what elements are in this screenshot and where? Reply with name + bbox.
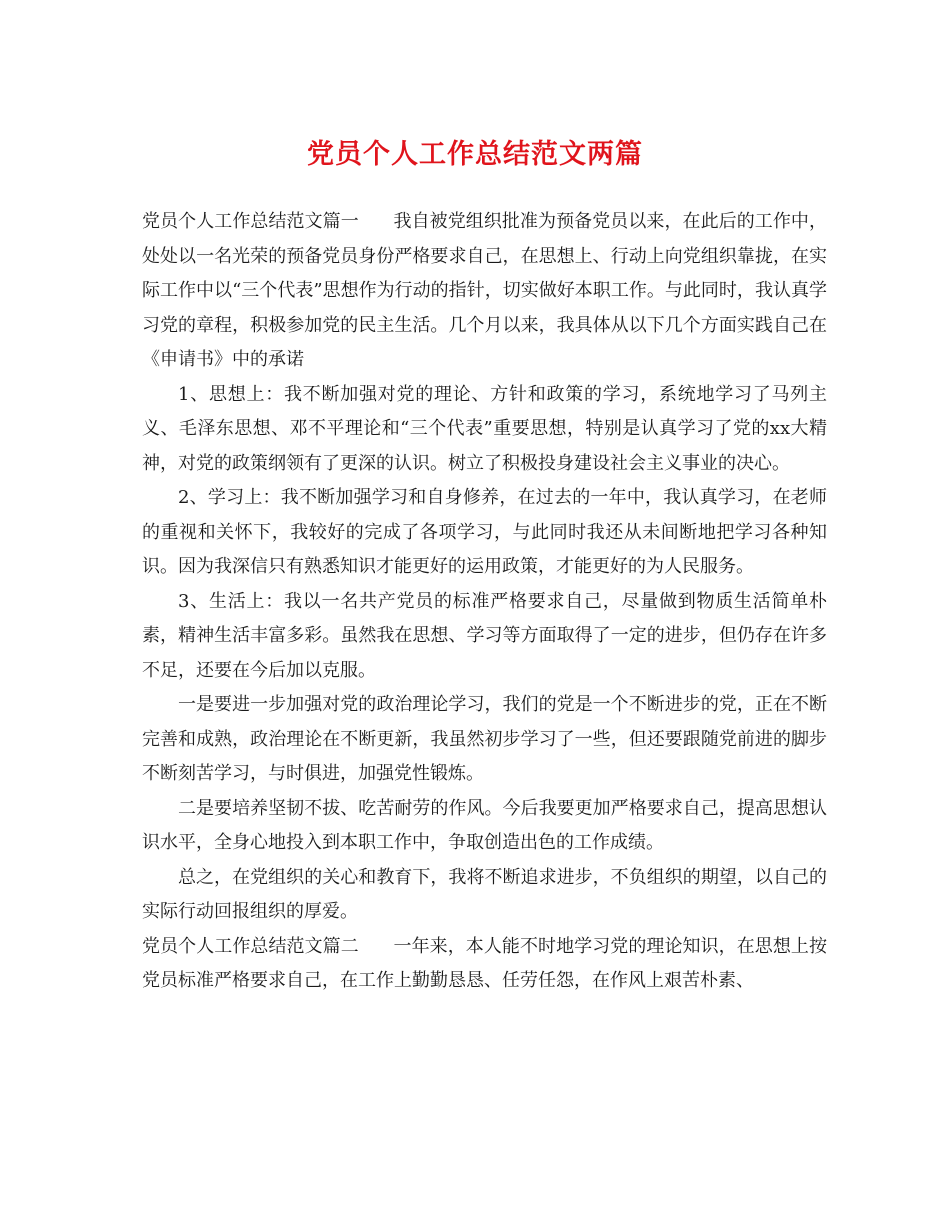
paragraph-point-one: 一是要进一步加强对党的政治理论学习，我们的党是一个不断进步的党，正在不断完善和成熟，政治理论在不断更新，我虽然初步学习了一些，但还要跟随党前进的脚步不断刻苦学习，与时俱进，加强党性锻炼。 [142, 694, 827, 784]
document-body [142, 205, 827, 999]
paragraph-conclusion: 总之，在党组织的关心和教育下，我将不断追求进步，不负组织的期望，以自己的实际行动回报组织的厚爱。 [142, 866, 827, 922]
paragraph-thought: 1、思想上：我不断加强对党的理论、方针和政策的学习，系统地学习了马列主义、毛泽东思想、邓不平理论和“三个代表”重要思想，特别是认真学习了党的xx大精神，对党的政策纲领有了更深的认识。树立了积极投身建设社会主义事业的决心。 [142, 383, 827, 474]
paragraph-study: 2、学习上：我不断加强学习和自身修养，在过去的一年中，我认真学习，在老师的重视和关怀下，我较好的完成了各项学习，与此同时我还从未间断地把学习各种知识。因为我深信只有熟悉知识才能更好的运用政策，才能更好的为人民服务。 [142, 487, 827, 577]
paragraph-point-two: 二是要培养坚韧不拔、吃苦耐劳的作风。今后我要更加严格要求自己，提高思想认识水平，全身心地投入到本职工作中，争取创造出色的工作成绩。 [142, 797, 827, 853]
document-title: 党员个人工作总结范文两篇 [307, 139, 643, 170]
paragraph-intro-2: 党员个人工作总结范文篇二 一年来，本人能不时地学习党的理论知识，在思想上按党员标准严格要求自己，在工作上勤勤恳恳、任劳任怨，在作风上艰苦朴素、 [142, 935, 827, 991]
paragraph-intro-1: 党员个人工作总结范文篇一 我自被党组织批准为预备党员以来，在此后的工作中，处处以一名光荣的预备党员身份严格要求自己，在思想上、行动上向党组织靠拢，在实际工作中以“三个代表”思想作为行动的指针，切实做好本职工作。与此同时，我认真学习党的章程，积极参加党的民主生活。几个月以来，我具体从以下几个方面实践自己在《申请书》中的承诺 [142, 211, 827, 370]
paragraph-life: 3、生活上：我以一名共产党员的标准严格要求自己，尽量做到物质生活简单朴素，精神生活丰富多彩。虽然我在思想、学习等方面取得了一定的进步，但仍存在许多不足，还要在今后加以克服。 [142, 590, 827, 681]
